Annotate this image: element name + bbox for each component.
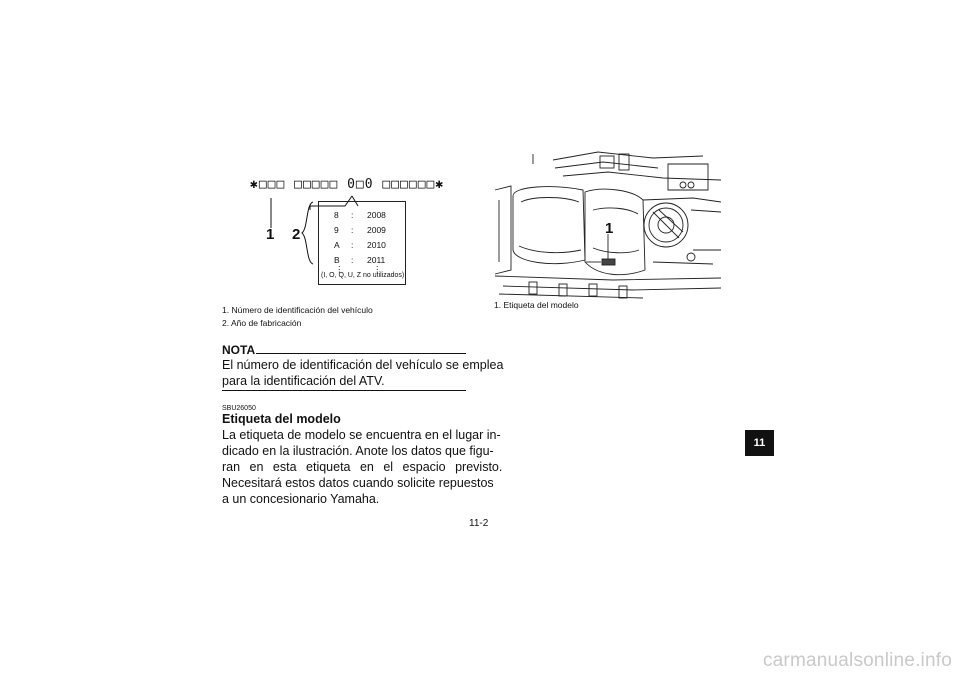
ellipsis-glyph: ⋮ (335, 264, 344, 274)
legend-item: 1. Etiqueta del modelo (494, 300, 579, 310)
year-row (319, 240, 405, 252)
year-value: 2010 (367, 240, 386, 250)
footer-watermark: carmanualsonline.info (762, 650, 952, 671)
vin-callout-1: 1 (266, 226, 275, 243)
year-code: A (334, 240, 340, 250)
nota-line: para la identificación del ATV. (222, 374, 385, 388)
nota-title: NOTA (222, 343, 256, 357)
year-code: B (334, 255, 340, 265)
nota-line: El número de identificación del vehículo se emplea (222, 358, 504, 372)
section-line: ran en esta etiqueta en el espacio previsto. (222, 460, 503, 474)
year-sep: : (351, 210, 354, 220)
legend-item: 1. Número de identificación del vehículo (222, 305, 373, 315)
year-sep: : (351, 255, 354, 265)
year-code-table (318, 201, 406, 285)
section-line: Necesitará estos datos cuando solicite repuestos (222, 476, 494, 490)
year-value: 2011 (367, 255, 386, 265)
section-code: SBU26050 (222, 405, 256, 412)
year-row (319, 210, 405, 222)
section-line: dicado en la ilustración. Anote los datos que figu- (222, 444, 494, 458)
page-number: 11-2 (469, 518, 489, 529)
section-line: La etiqueta de modelo se encuentra en el lugar in- (222, 428, 501, 442)
vin-callout-2: 2 (292, 226, 301, 243)
year-sep: : (351, 240, 354, 250)
ellipsis-glyph: ⋮ (373, 264, 382, 274)
legend-item: 2. Año de fabricación (222, 318, 302, 328)
section-line: a un concesionario Yamaha. (222, 492, 380, 506)
year-code: 8 (334, 210, 339, 220)
year-sep: : (351, 225, 354, 235)
year-value: 2009 (367, 225, 386, 235)
nota-top-rule (256, 353, 466, 354)
section-title: Etiqueta del modelo (222, 412, 341, 426)
year-row (319, 225, 405, 237)
vin-characters: ✱□□□ □□□□□ 0□0 □□□□□□✱ (250, 177, 445, 192)
chapter-tab: 11 (745, 430, 774, 456)
unused-letters-note: (I, O, Q, U, Z no utilizados) (321, 272, 405, 279)
year-code: 9 (334, 225, 339, 235)
nota-bottom-rule (222, 390, 466, 391)
year-value: 2008 (367, 210, 386, 220)
illustration-callout-1: 1 (605, 220, 614, 237)
